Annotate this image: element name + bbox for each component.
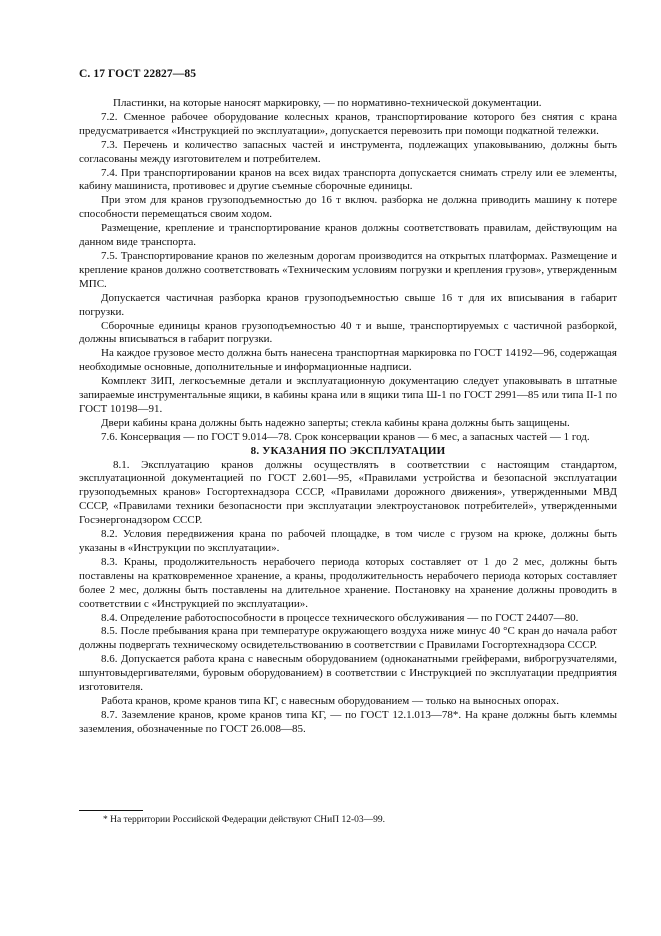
- paragraph-7-1-continuation: Пластинки, на которые наносят маркировку, — по нормативно-технической документации.: [113, 97, 542, 109]
- paragraph-7-5: 7.5. Транспортирование кранов по железным дорогам производится на открытых платформах. Размещение и крепление кранов должно соответствовать «Техническим условиям погрузки и крепления грузов», утвержденным МПС.: [79, 249, 617, 290]
- footnote-divider: [79, 810, 143, 811]
- paragraph-7-6: 7.6. Консервация — по ГОСТ 9.014—78. Срок консервации кранов — 6 мес, а запасных частей — 1 год.: [101, 430, 590, 443]
- paragraph-8-1: 8.1. Эксплуатацию кранов должны осуществлять в соответствии с настоящим стандартом, эксплуатационной документацией по ГОСТ 2.601—95, «Правилами устройства и безопасной эксплуатации грузоподъемных кранов» Госгортехнадзора СССР, «Правилами дорожного движения», утвержденными МВД СССР, «Правилами техники безопасности при эксплуатации электроустановок потребителей», утвержденными Госэнергонадзором СССР.: [79, 458, 617, 527]
- paragraph-7-2: 7.2. Сменное рабочее оборудование колесных кранов, транспортирование которого без снятия с крана предусматривается «Инструкцией по эксплуатации», допускается перевозить при помощи подкатной тележки.: [79, 110, 617, 137]
- paragraph-7-4-c: Размещение, крепление и транспортирование кранов должны соответствовать правилам, действующим на данном виде транспорта.: [79, 222, 617, 249]
- paragraph-7-5-d: На каждое грузовое место должна быть нанесена транспортная маркировка по ГОСТ 14192—96, содержащая необходимые основные, дополнительные и информационные надписи.: [79, 347, 617, 374]
- paragraph-7-4-b: При этом для кранов грузоподъемностью до 16 т включ. разборка не должна приводить машину к потере способности перемещаться своим ходом.: [79, 194, 617, 221]
- paragraph-8-3: 8.3. Краны, продолжительность нерабочего периода которых составляет от 1 до 2 мес, должны быть поставлены на кратковременное хранение, а краны, продолжительность нерабочего периода которых составляет более 2 мес, должны быть поставлены на длительное хранение. Постановку на хранение должны проводить в соответствии с «Инструкцией по эксплуатации».: [79, 555, 617, 610]
- paragraph-7-3: 7.3. Перечень и количество запасных частей и инструмента, подлежащих упаковыванию, должны быть согласованы между изготовителем и потребителем.: [79, 138, 617, 165]
- paragraph-7-5-f: Двери кабины крана должны быть надежно заперты; стекла кабины крана должны быть защищены.: [101, 416, 570, 429]
- paragraph-8-7: 8.7. Заземление кранов, кроме кранов типа КГ, — по ГОСТ 12.1.013—78*. На кране должны быть клеммы заземления, обозначенные по ГОСТ 26.008—85.: [79, 708, 617, 735]
- paragraph-8-4: 8.4. Определение работоспособности в процессе технического обслуживания — по ГОСТ 24407—80.: [101, 611, 579, 624]
- section-8-title: 8. УКАЗАНИЯ ПО ЭКСПЛУАТАЦИИ: [250, 444, 446, 457]
- paragraph-8-6-b: Работа кранов, кроме кранов типа КГ, с навесным оборудованием — только на выносных опорах.: [101, 694, 559, 707]
- paragraph-8-5: 8.5. После пребывания крана при температуре окружающего воздуха ниже минус 40 °С кран до начала работ должны подвергать техническому освидетельствованию в соответствии с Правилами Госгортехнадзора СССР.: [79, 625, 617, 652]
- paragraph-7-5-b: Допускается частичная разборка кранов грузоподъемностью свыше 16 т для их вписывания в габарит погрузки.: [79, 291, 617, 318]
- paragraph-8-6: 8.6. Допускается работа крана с навесным оборудованием (одноканатными грейферами, виброгрузчателями, шпунтовыдергивателями, буровым оборудованием) в соответствии с Инструкцией по эксплуатации предприятия изготовителя.: [79, 653, 617, 694]
- paragraph-7-4: 7.4. При транспортировании кранов на всех видах транспорта допускается снимать стрелу или ее элементы, кабину машиниста, противовес и другие съемные сборочные единицы.: [79, 166, 617, 193]
- footnote: * На территории Российской Федерации действуют СНиП 12-03—99.: [103, 815, 385, 825]
- document-body: [79, 97, 617, 737]
- paragraph-8-2: 8.2. Условия передвижения крана по рабочей площадке, в том числе с грузом на крюке, должны быть указаны в «Инструкции по эксплуатации».: [79, 528, 617, 554]
- paragraph-7-5-e: Комплект ЗИП, легкосъемные детали и эксплуатационную документацию следует упаковывать в штатные запираемые инструментальные ящики, в кабины крана или в ящики типа Ш-1 по ГОСТ 2991—85 или типа II-1 по ГОСТ 10198—91.: [79, 375, 617, 415]
- page-header: С. 17 ГОСТ 22827—85: [79, 68, 197, 80]
- paragraph-7-5-c: Сборочные единицы кранов грузоподъемностью 40 т и выше, транспортируемых с частичной разборкой, должны вписываться в габарит погрузки.: [79, 319, 617, 346]
